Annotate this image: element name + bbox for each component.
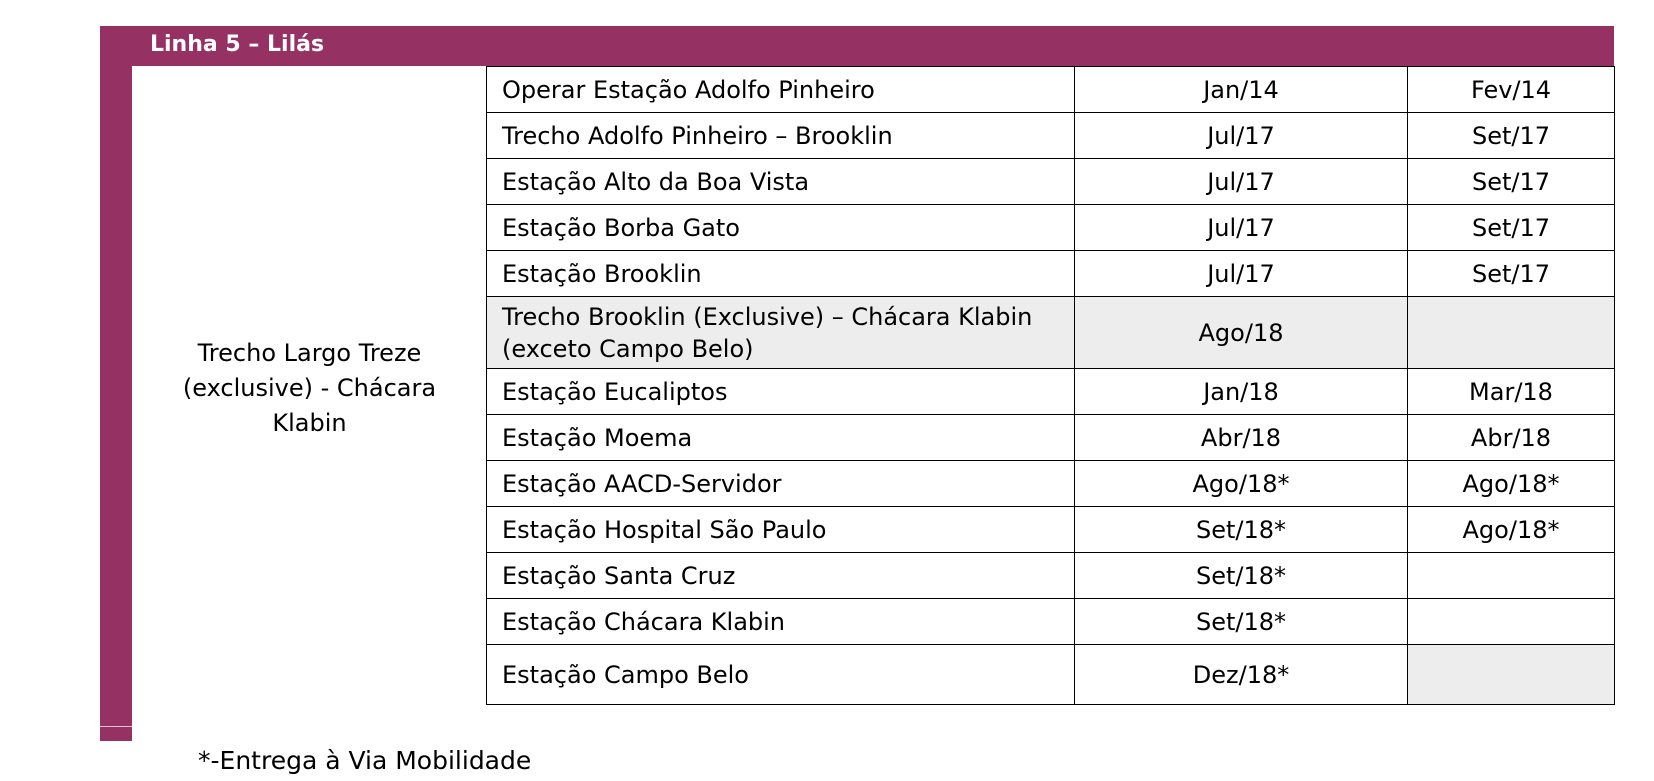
segment-name-cell: Estação Moema [487, 415, 1075, 461]
stripe-divider [100, 726, 132, 727]
first-date-cell: Ago/18* [1075, 461, 1408, 507]
first-date-cell: Jul/17 [1075, 113, 1408, 159]
first-date-cell: Dez/18* [1075, 645, 1408, 705]
table-row [487, 113, 1615, 159]
first-date-cell: Jan/14 [1075, 67, 1408, 113]
segment-name-cell: Estação Eucaliptos [487, 369, 1075, 415]
table-row [487, 251, 1615, 297]
second-date-cell: Set/17 [1408, 205, 1615, 251]
segment-name-cell: Estação AACD-Servidor [487, 461, 1075, 507]
table-row [487, 369, 1615, 415]
section-label-cell [132, 66, 487, 741]
first-date-cell: Set/18* [1075, 553, 1408, 599]
table-row [487, 599, 1615, 645]
segment-name-cell: Operar Estação Adolfo Pinheiro [487, 67, 1075, 113]
segment-name-cell: Trecho Brooklin (Exclusive) – Chácara Klabin (exceto Campo Belo) [487, 297, 1075, 369]
line-header-bar [100, 26, 1614, 66]
table-row [487, 415, 1615, 461]
second-date-cell: Ago/18* [1408, 507, 1615, 553]
first-date-cell: Jul/17 [1075, 205, 1408, 251]
segment-name-cell: Trecho Adolfo Pinheiro – Brooklin [487, 113, 1075, 159]
table-row [487, 67, 1615, 113]
second-date-cell: Abr/18 [1408, 415, 1615, 461]
first-date-cell: Ago/18 [1075, 297, 1408, 369]
line-color-stripe [100, 66, 132, 741]
first-date-cell: Abr/18 [1075, 415, 1408, 461]
table-row [487, 297, 1615, 369]
segment-name-cell: Estação Borba Gato [487, 205, 1075, 251]
table-row [487, 645, 1615, 705]
segment-name-cell: Estação Campo Belo [487, 645, 1075, 705]
table-row [487, 553, 1615, 599]
second-date-cell [1408, 645, 1615, 705]
segment-name-cell: Estação Chácara Klabin [487, 599, 1075, 645]
table-row [487, 507, 1615, 553]
second-date-cell [1408, 553, 1615, 599]
line-title: Linha 5 – Lilás [150, 32, 325, 57]
first-date-cell: Jul/17 [1075, 251, 1408, 297]
second-date-cell [1408, 297, 1615, 369]
first-date-cell: Set/18* [1075, 599, 1408, 645]
table-row [487, 205, 1615, 251]
first-date-cell: Jan/18 [1075, 369, 1408, 415]
second-date-cell: Fev/14 [1408, 67, 1615, 113]
footnote: *-Entrega à Via Mobilidade [198, 746, 532, 775]
first-date-cell: Set/18* [1075, 507, 1408, 553]
section-label: Trecho Largo Treze (exclusive) - Chácara Klabin [182, 339, 437, 437]
first-date-cell: Jul/17 [1075, 159, 1408, 205]
second-date-cell: Set/17 [1408, 251, 1615, 297]
second-date-cell: Ago/18* [1408, 461, 1615, 507]
second-date-cell: Set/17 [1408, 113, 1615, 159]
schedule-table [486, 66, 1615, 705]
segment-name-cell: Estação Brooklin [487, 251, 1075, 297]
second-date-cell: Set/17 [1408, 159, 1615, 205]
table-row [487, 159, 1615, 205]
segment-name-cell: Estação Santa Cruz [487, 553, 1075, 599]
second-date-cell [1408, 599, 1615, 645]
table-row [487, 461, 1615, 507]
segment-name-cell: Estação Alto da Boa Vista [487, 159, 1075, 205]
second-date-cell: Mar/18 [1408, 369, 1615, 415]
segment-name-cell: Estação Hospital São Paulo [487, 507, 1075, 553]
